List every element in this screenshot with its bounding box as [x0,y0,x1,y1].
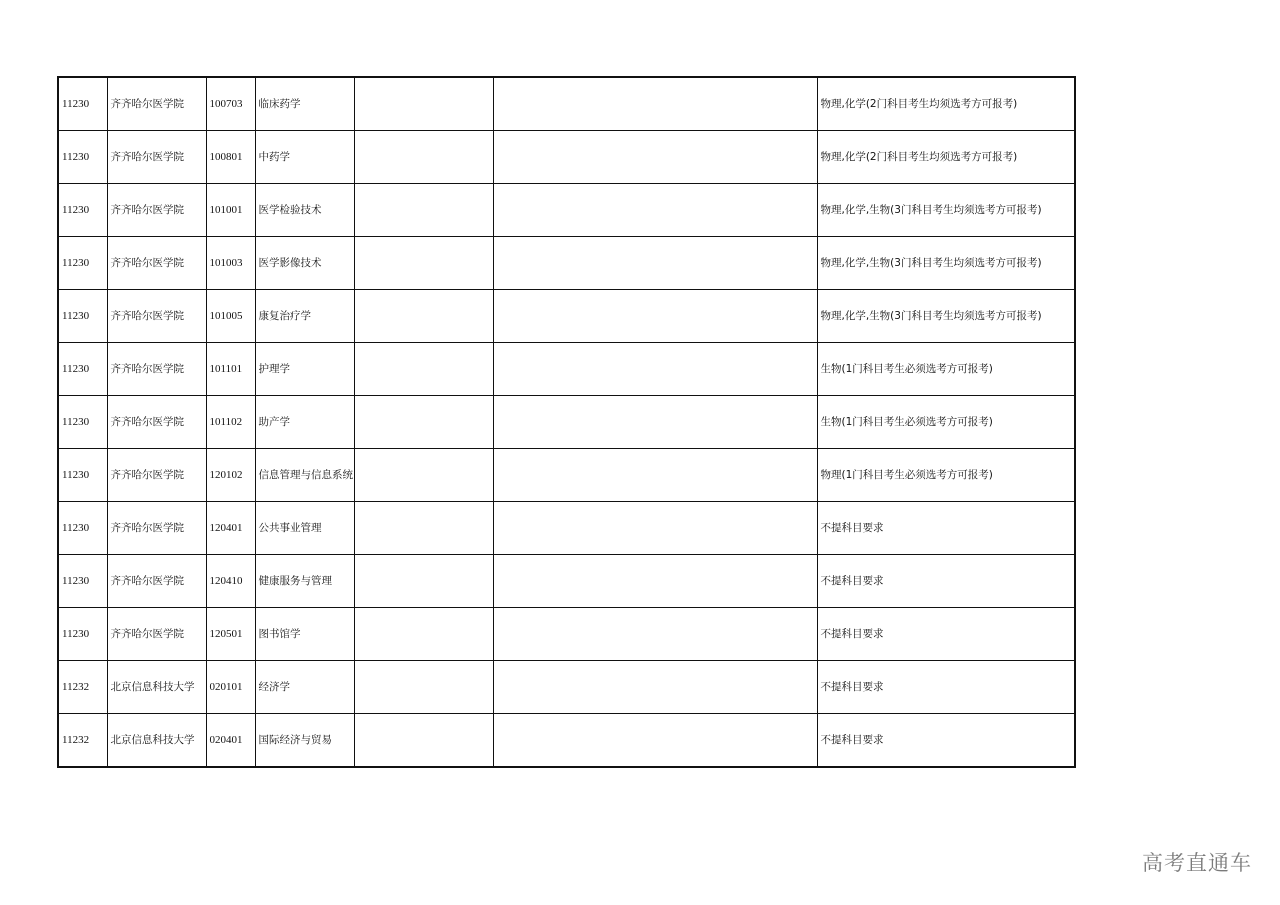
blank-cell [354,661,493,714]
blank-cell [493,343,817,396]
subject-requirement-cell: 物理,化学,生物(3门科目考生均须选考方可报考) [817,237,1075,290]
major-name-cell: 康复治疗学 [255,290,354,343]
blank-cell [354,714,493,768]
major-name-cell: 公共事业管理 [255,502,354,555]
blank-cell [493,502,817,555]
school-code-cell: 11230 [58,396,107,449]
table-row [58,661,1075,714]
major-code-cell: 120401 [206,502,255,555]
subject-requirement-cell: 不提科目要求 [817,502,1075,555]
school-code-cell: 11230 [58,343,107,396]
blank-cell [493,608,817,661]
subject-requirement-cell: 不提科目要求 [817,714,1075,768]
school-code-cell: 11230 [58,608,107,661]
blank-cell [354,290,493,343]
blank-cell [354,343,493,396]
table-row [58,608,1075,661]
school-code-cell: 11232 [58,661,107,714]
major-code-cell: 120501 [206,608,255,661]
major-code-cell: 101001 [206,184,255,237]
subject-requirements-table [57,76,1076,768]
table-row [58,396,1075,449]
major-code-cell: 120102 [206,449,255,502]
major-name-cell: 信息管理与信息系统 [255,449,354,502]
blank-cell [354,184,493,237]
school-code-cell: 11230 [58,290,107,343]
school-code-cell: 11232 [58,714,107,768]
major-code-cell: 100801 [206,131,255,184]
subject-requirement-cell: 不提科目要求 [817,608,1075,661]
school-name-cell: 北京信息科技大学 [107,661,206,714]
major-name-cell: 临床药学 [255,77,354,131]
blank-cell [354,131,493,184]
blank-cell [493,77,817,131]
blank-cell [493,449,817,502]
blank-cell [354,608,493,661]
major-code-cell: 100703 [206,77,255,131]
school-code-cell: 11230 [58,555,107,608]
school-name-cell: 齐齐哈尔医学院 [107,555,206,608]
watermark-text: 高考直通车 [1142,851,1252,875]
school-name-cell: 齐齐哈尔医学院 [107,77,206,131]
major-name-cell: 中药学 [255,131,354,184]
major-name-cell: 图书馆学 [255,608,354,661]
table-row [58,237,1075,290]
school-code-cell: 11230 [58,449,107,502]
subject-requirement-cell: 物理,化学(2门科目考生均须选考方可报考) [817,131,1075,184]
major-name-cell: 国际经济与贸易 [255,714,354,768]
major-code-cell: 120410 [206,555,255,608]
school-name-cell: 齐齐哈尔医学院 [107,502,206,555]
subject-requirement-cell: 物理(1门科目考生必须选考方可报考) [817,449,1075,502]
school-name-cell: 齐齐哈尔医学院 [107,343,206,396]
subject-requirement-cell: 物理,化学(2门科目考生均须选考方可报考) [817,77,1075,131]
blank-cell [354,555,493,608]
school-code-cell: 11230 [58,77,107,131]
school-code-cell: 11230 [58,502,107,555]
blank-cell [493,237,817,290]
table-row [58,555,1075,608]
school-name-cell: 齐齐哈尔医学院 [107,290,206,343]
major-code-cell: 101005 [206,290,255,343]
major-name-cell: 医学影像技术 [255,237,354,290]
major-name-cell: 助产学 [255,396,354,449]
blank-cell [354,237,493,290]
blank-cell [354,449,493,502]
school-name-cell: 齐齐哈尔医学院 [107,184,206,237]
blank-cell [354,396,493,449]
major-code-cell: 101101 [206,343,255,396]
school-code-cell: 11230 [58,184,107,237]
blank-cell [493,131,817,184]
subject-requirement-cell: 不提科目要求 [817,661,1075,714]
table-row [58,290,1075,343]
major-code-cell: 101102 [206,396,255,449]
blank-cell [493,184,817,237]
table-row [58,449,1075,502]
major-code-cell: 020101 [206,661,255,714]
school-name-cell: 齐齐哈尔医学院 [107,396,206,449]
major-name-cell: 经济学 [255,661,354,714]
table-row [58,77,1075,131]
major-name-cell: 护理学 [255,343,354,396]
school-name-cell: 齐齐哈尔医学院 [107,608,206,661]
blank-cell [493,290,817,343]
school-name-cell: 北京信息科技大学 [107,714,206,768]
table-row [58,502,1075,555]
major-name-cell: 健康服务与管理 [255,555,354,608]
subject-requirement-cell: 物理,化学,生物(3门科目考生均须选考方可报考) [817,290,1075,343]
table-row [58,184,1075,237]
major-code-cell: 101003 [206,237,255,290]
school-name-cell: 齐齐哈尔医学院 [107,131,206,184]
blank-cell [493,396,817,449]
major-code-cell: 020401 [206,714,255,768]
blank-cell [493,555,817,608]
school-code-cell: 11230 [58,131,107,184]
subject-requirement-cell: 生物(1门科目考生必须选考方可报考) [817,396,1075,449]
major-name-cell: 医学检验技术 [255,184,354,237]
subject-requirement-cell: 物理,化学,生物(3门科目考生均须选考方可报考) [817,184,1075,237]
blank-cell [354,502,493,555]
table-body [58,77,1075,767]
blank-cell [493,714,817,768]
school-name-cell: 齐齐哈尔医学院 [107,449,206,502]
subject-requirement-cell: 生物(1门科目考生必须选考方可报考) [817,343,1075,396]
table-row [58,131,1075,184]
table-row [58,714,1075,768]
school-code-cell: 11230 [58,237,107,290]
table-row [58,343,1075,396]
subject-requirement-cell: 不提科目要求 [817,555,1075,608]
school-name-cell: 齐齐哈尔医学院 [107,237,206,290]
blank-cell [354,77,493,131]
blank-cell [493,661,817,714]
